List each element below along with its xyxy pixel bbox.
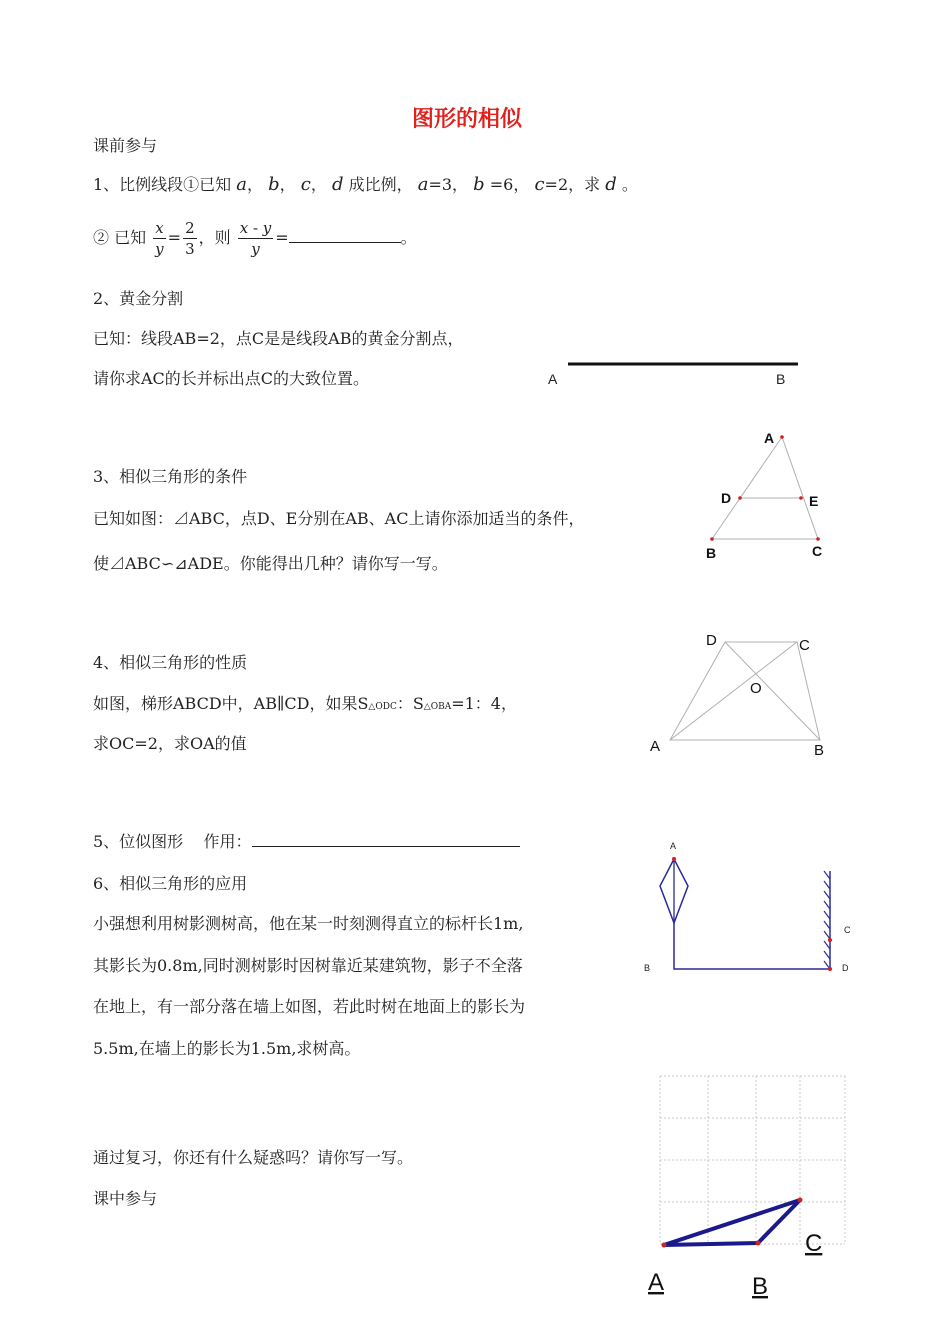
label-c: C: [844, 925, 851, 935]
page-title: 图形的相似: [412, 106, 523, 132]
grid-triangle-figure: [640, 1068, 860, 1308]
triangle-abc: [712, 437, 818, 539]
label-a: A: [764, 430, 775, 446]
section-heading-pre-class: 课前参与: [93, 136, 158, 155]
var-a: a: [236, 174, 248, 195]
var-c: c: [300, 174, 311, 195]
point-a: [672, 857, 676, 861]
var-c-2: c: [534, 174, 545, 195]
diagonal-ac: [670, 642, 797, 740]
point-d: [828, 967, 832, 971]
q6-heading: 6、相似三角形的应用: [93, 874, 248, 893]
q1-line2: [93, 218, 417, 259]
subscript-oba: △OBA: [423, 702, 452, 712]
q5-text: 5、位似图形 作用：: [93, 832, 252, 851]
q4-line1-mid: ：S: [396, 694, 424, 713]
point-c: [816, 537, 820, 541]
q4-line1: [93, 693, 517, 718]
label-b: B: [706, 545, 717, 561]
q6-line4: 5.5m,在墙上的影长为1.5m,求树高。: [93, 1039, 361, 1058]
label-a: A: [650, 738, 661, 755]
q1-part2-end: 。: [400, 228, 417, 247]
triangle-abc-figure: [700, 425, 840, 565]
then-text: ，则: [198, 228, 231, 247]
q3-line1: 已知如图：⊿ABC，点D、E分别在AB、AC上请你添加适当的条件，: [93, 509, 585, 528]
sep: ，: [513, 175, 530, 194]
var-d: d: [331, 174, 344, 195]
q5-line: [93, 831, 520, 853]
b-val: =6: [489, 175, 514, 194]
tree-shadow-figure: [638, 835, 860, 985]
q6-line1: 小强想利用树影测树高，他在某一时刻测得直立的标杆长1m,: [93, 914, 524, 933]
sep: ，: [310, 175, 327, 194]
q6-line2: 其影长为0.8m,同时测树影时因树靠近某建筑物，影子不全落: [93, 956, 523, 975]
point-c: [828, 938, 832, 942]
q4-line2: 求OC=2，求OA的值: [93, 734, 247, 753]
label-a: A: [648, 1269, 665, 1296]
eq-sign: =: [167, 228, 182, 247]
grid-lines: [660, 1076, 845, 1244]
label-c: C: [799, 637, 810, 654]
q1-line1: [93, 174, 638, 196]
label-d: D: [842, 963, 849, 973]
var-d-2: d: [605, 174, 617, 195]
label-b: B: [752, 1273, 769, 1300]
subscript-odc: △ODC: [368, 702, 397, 712]
sep: ，: [247, 175, 264, 194]
label-o: O: [750, 680, 762, 697]
answer-blank-q5[interactable]: [252, 846, 520, 847]
section-heading-in-class: 课中参与: [93, 1189, 158, 1208]
label-c: C: [812, 543, 823, 559]
trapezoid-abcd-figure: [640, 625, 840, 765]
point-b: [756, 1241, 761, 1246]
q2-line1: 已知：线段AB=2，点C是是线段AB的黄金分割点，: [93, 329, 464, 348]
point-c: [798, 1198, 803, 1203]
segment-ab-figure: [540, 352, 810, 392]
trapezoid-abcd: [670, 642, 820, 740]
c-val: =2，求: [544, 175, 601, 194]
diagonal-bd: [725, 642, 820, 740]
q1-end: 。: [621, 175, 638, 194]
review-prompt: 通过复习，你还有什么疑惑吗？请你写一写。: [93, 1148, 414, 1167]
q1-intro: 1、比例线段①已知: [93, 175, 232, 194]
q4-heading: 4、相似三角形的性质: [93, 653, 248, 672]
trunk-and-ground: [674, 923, 830, 969]
q4-line1-post: =1：4，: [451, 694, 517, 713]
sep: ，: [279, 175, 296, 194]
label-b: B: [814, 742, 825, 759]
var-b-2: b: [473, 174, 485, 195]
wall-hatching: [824, 871, 830, 969]
triangle-abc: [664, 1200, 800, 1245]
fraction-x-minus-y-over-y: $\frac{x - y}{y}$: [239, 219, 272, 258]
a-val: =3，: [428, 175, 469, 194]
point-e: [799, 496, 803, 500]
label-b: B: [644, 963, 651, 973]
q1-part2-intro: ② 已知: [93, 228, 147, 247]
q6-line3: 在地上，有一部分落在墙上如图，若此时树在地面上的影长为: [93, 997, 526, 1016]
point-a: [780, 435, 784, 439]
q2-line2: 请你求AC的长并标出点C的大致位置。: [93, 369, 370, 388]
point-d: [738, 496, 742, 500]
label-a: A: [548, 371, 558, 387]
var-a-2: a: [417, 174, 429, 195]
label-a: A: [670, 841, 677, 851]
point-a: [662, 1243, 667, 1248]
q1-mid: 成比例，: [348, 175, 413, 194]
label-d: D: [706, 632, 717, 649]
point-b: [710, 537, 714, 541]
q3-heading: 3、相似三角形的条件: [93, 467, 248, 486]
var-b: b: [268, 174, 280, 195]
label-b: B: [776, 371, 786, 387]
fraction-x-over-y: $\frac{x}{y}$: [155, 219, 164, 258]
label-e: E: [809, 493, 819, 509]
q3-line2: 使⊿ABC∽⊿ADE。你能得出几种？请你写一写。: [93, 554, 448, 573]
answer-blank-q1[interactable]: [289, 242, 401, 243]
q4-line1-pre: 如图，梯形ABCD中，AB∥CD，如果S: [93, 694, 369, 713]
label-d: D: [721, 490, 732, 506]
label-c: C: [805, 1230, 823, 1257]
eq-sign-2: =: [275, 228, 289, 247]
fraction-two-thirds: $\frac{2}{3}$: [185, 219, 195, 258]
q2-heading: 2、黄金分割: [93, 289, 184, 308]
